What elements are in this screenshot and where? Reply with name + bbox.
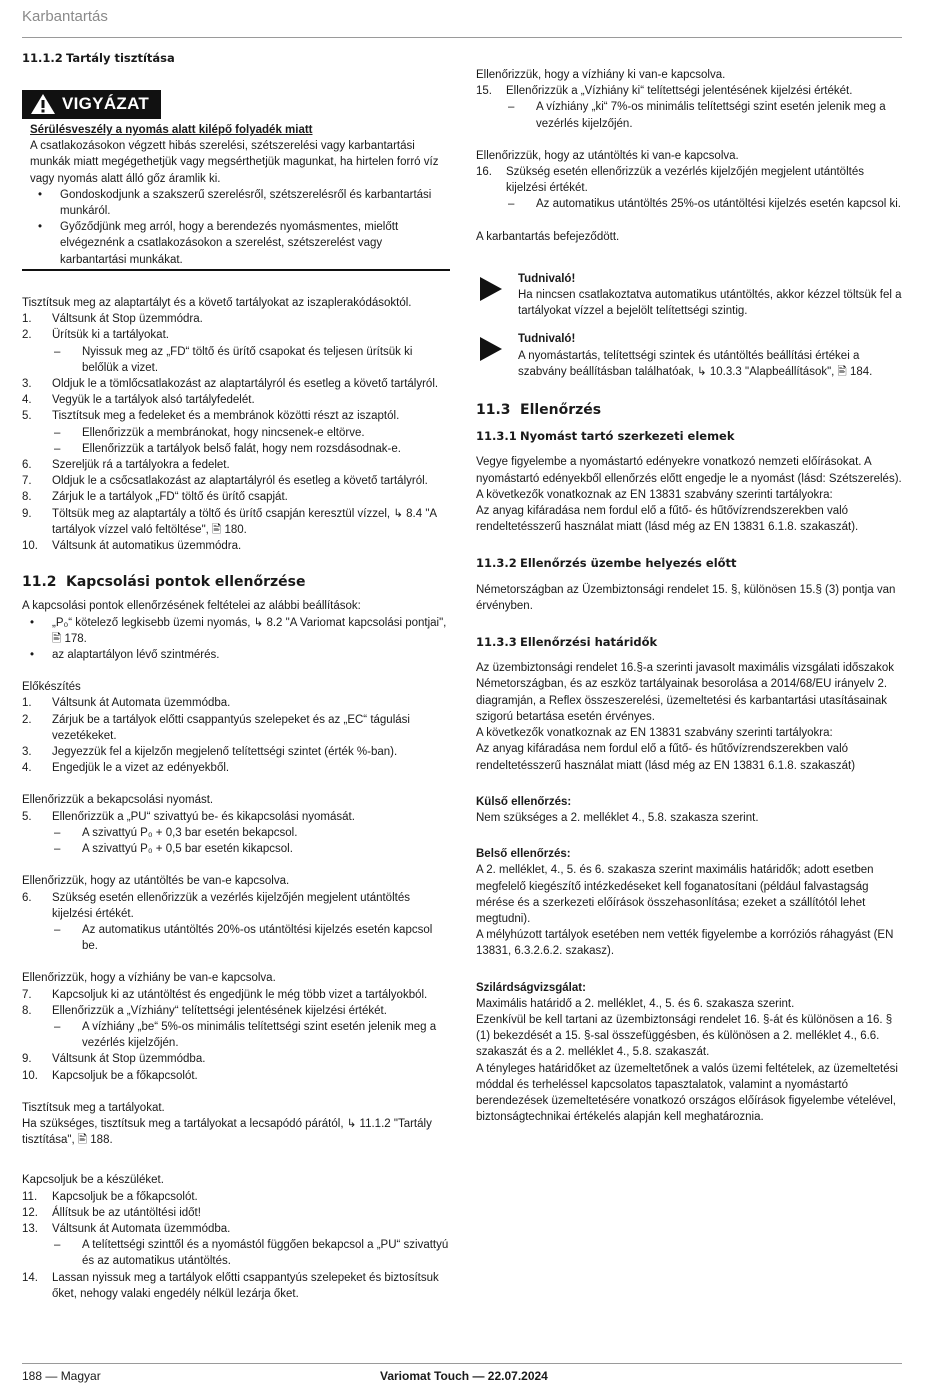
paragraph: Kapcsoljuk be a készüléket. bbox=[22, 1174, 164, 1187]
paragraph: Ellenőrizzük, hogy a vízhiány be van-e kapcsolva. bbox=[22, 972, 276, 985]
play-arrow-icon bbox=[480, 337, 502, 361]
left-body bbox=[22, 295, 450, 1302]
sub-heading-strength: Szilárdságvizsgálat: bbox=[476, 981, 586, 994]
sub-heading-external: Külső ellenőrzés: bbox=[476, 795, 572, 808]
list-item: 2. Ürítsük ki a tartályokat. bbox=[22, 329, 169, 342]
warning-text: A csatlakozásokon végzett hibás szerelési, szétszerelési vagy karbantartási munkák miatt megégethetjük vagy megsérthetjük magunkat, ha hirtelen forró víz vagy nyomás alatt álló gőz áramlik ki. bbox=[30, 140, 439, 185]
section-heading-1132: 11.3.2 Ellenőrzés üzembe helyezés előtt bbox=[476, 556, 737, 571]
paragraph: A tényleges határidőket az üzemeltetőnek a valós üzemi feltételek, az üzemeltetési móddal és terheléssel kapcsolatos tapasztalatok, valamint a nyomástartó berendezések üzemeltetésére vonatkozó országos előírások figyelembe vételével, biztonságtechnikai értékelés alapján kell meghatároznia. bbox=[476, 1062, 898, 1124]
paragraph: Vegye figyelembe a nyomástartó edényekre vonatkozó nemzeti előírásokat. A nyomástartó edényekből ellenőrzés előtt engedje le a nyomást (lásd: Szétszerelés). bbox=[476, 456, 902, 485]
warning-heading: Sérülésveszély a nyomás alatt kilépő folyadék miatt bbox=[30, 124, 313, 136]
list-item: 8. Zárjuk le a tartályok „FD“ töltő és ürítő csapját. bbox=[22, 491, 288, 504]
paragraph: Ha szükséges, tisztítsuk meg a tartályokat a lecsapódó párától, ↳ 11.1.2 "Tartály tisztítása", 🖹 188. bbox=[22, 1117, 432, 1147]
paragraph: Németországban az Üzembiztonsági rendelet 15. §, különösen 15.§ (3) pontja van érvényben. bbox=[476, 583, 896, 612]
warning-label: VIGYÁZAT bbox=[62, 94, 150, 113]
paragraph: A kapcsolási pontok ellenőrzésének feltételei az alábbi beállítások: bbox=[22, 600, 361, 613]
paragraph: Nem szükséges a 2. melléklet 4., 5.8. szakasza szerint. bbox=[476, 811, 759, 824]
list-item: 10. Kapcsoljuk be a főkapcsolót. bbox=[22, 1069, 198, 1082]
section-heading-1133: 11.3.3 Ellenőrzési határidők bbox=[476, 635, 658, 650]
note-text: A nyomástartás, telítettségi szintek és utántöltés beállítási értékei a szabvány beállításban találhatóak, ↳ 10.3.3 "Alapbeállítások", 🖹 184. bbox=[518, 349, 873, 378]
list-item: 7. Kapcsoljuk ki az utántöltést és engedjünk le még több vizet a tartályokból. bbox=[22, 988, 428, 1001]
list-item: 5. Ellenőrizzük a „PU“ szivattyú be- és kikapcsolási nyomását. bbox=[22, 810, 355, 823]
note-box bbox=[476, 331, 904, 380]
warning-rule bbox=[22, 269, 450, 271]
note-title: Tudnivaló! bbox=[518, 333, 576, 346]
paragraph: A következők vonatkoznak az EN 13831 szabvány szerinti tartályokra: bbox=[476, 727, 833, 740]
footer-rule bbox=[22, 1363, 902, 1364]
paragraph: Maximális határidő a 2. melléklet, 4., 5. és 6. szakasza szerint. bbox=[476, 997, 795, 1010]
section-heading-113: 11.3 Ellenőrzés bbox=[476, 402, 602, 419]
paragraph: Előkészítés bbox=[22, 681, 81, 694]
paragraph: Ellenőrizzük, hogy a vízhiány ki van-e kapcsolva. bbox=[476, 69, 726, 81]
list-item: 7. Oldjuk le a csőcsatlakozást az alaptartályról és esetleg a követő tartályról. bbox=[22, 475, 428, 488]
list-item: 10. Váltsunk át automatikus üzemmódra. bbox=[22, 540, 242, 553]
paragraph: A 2. melléklet, 4., 5. és 6. szakasza szerint maximális határidők; adott esetben megfelelő kiegészítő intézkedéseket kell foganatosítani (például falvastagság mérése és a szerkezeti előírások összehasonlítása; ezeket a szállítótól lehet megtudni). bbox=[476, 864, 874, 925]
sub-item: – A vízhiány „be“ 5%-os minimális telítettségi szint esetén jelenik meg a vezérlés kijelzőjén. bbox=[54, 1020, 437, 1050]
paragraph: A karbantartás befejeződött. bbox=[476, 230, 620, 243]
warning-badge bbox=[22, 90, 161, 119]
list-item: 3. Oldjuk le a tömlőcsatlakozást az alaptartályról és esetleg a követő tartályról. bbox=[22, 378, 439, 391]
list-item: 9. Töltsük meg az alaptartály a töltő és ürítő csapján keresztül vízzel, ↳ 8.4 "A tartályok vízzel való feltöltése", 🖹 180. bbox=[22, 507, 437, 536]
note-text: Ha nincsen csatlakoztatva automatikus utántöltés, akkor kézzel töltsük fel a tartályokat vízzel a bejelölt telítettségi szintig. bbox=[518, 289, 902, 318]
right-body bbox=[476, 67, 904, 1125]
list-item: 1. Váltsunk át Stop üzemmódra. bbox=[22, 313, 203, 326]
sub-item: – Az automatikus utántöltés 20%-os utántöltési kijelzés esetén kapcsol be. bbox=[54, 923, 433, 953]
list-item: 13. Váltsunk át Automata üzemmódba. bbox=[22, 1222, 231, 1235]
page-header: Karbantartás bbox=[22, 8, 108, 25]
list-item: 3. Jegyezzük fel a kijelzőn megjelenő telítettségi szintet (érték %-ban). bbox=[22, 746, 398, 759]
list-item: 5. Tisztítsuk meg a fedeleket és a membránok közötti részt az iszaptól. bbox=[22, 410, 400, 423]
list-item: 2. Zárjuk be a tartályok előtti csappantyús szelepeket és az „EC“ tágulási vezetékeket. bbox=[22, 713, 410, 742]
play-arrow-icon bbox=[480, 277, 502, 301]
footer-product: Variomat Touch — 22.07.2024 bbox=[380, 1369, 548, 1383]
sub-item: – Nyissuk meg az „FD“ töltő és ürítő csapokat és teljesen ürítsük ki belőlük a vizet. bbox=[54, 345, 413, 374]
list-item: 16. Szükség esetén ellenőrizzük a vezérlés kijelzőjén megjelent utántöltés kijelzési értékét. bbox=[476, 166, 864, 195]
footer-page: 188 — Magyar bbox=[22, 1369, 101, 1383]
list-item: 4. Engedjük le a vizet az edényekből. bbox=[22, 762, 230, 775]
sub-item: – Ellenőrizzük a membránokat, hogy nincsenek-e eltörve. bbox=[54, 426, 365, 439]
warning-bullet: • Gondoskodjunk a szakszerű szerelésről, szétszerelésről és karbantartási munkáról. bbox=[38, 188, 432, 218]
list-item: 8. Ellenőrizzük a „Vízhiány“ telítettségi jelentésének kijelzési értékét. bbox=[22, 1004, 387, 1017]
paragraph: Ellenőrizzük a bekapcsolási nyomást. bbox=[22, 794, 214, 807]
sub-item: – Az automatikus utántöltés 25%-os utántöltési kijelzés esetén kapcsol ki. bbox=[508, 198, 901, 211]
sub-item: – Ellenőrizzük a tartályok belső falát, hogy nem rozsdásodnak-e. bbox=[54, 442, 401, 455]
list-item: 15. Ellenőrizzük a „Vízhiány ki“ telítettségi jelentésének kijelzési értékét. bbox=[476, 85, 853, 98]
section-heading-1112: 11.1.2 Tartály tisztítása bbox=[22, 51, 175, 65]
sub-heading-internal: Belső ellenőrzés: bbox=[476, 848, 571, 861]
bullet-item: • „P₀“ kötelező legkisebb üzemi nyomás, ↳ 8.2 "A Variomat kapcsolási pontjai", 🖹 178. bbox=[30, 616, 447, 645]
sub-item: – A szivattyú P₀ + 0,5 bar esetén kikapcsol. bbox=[54, 843, 293, 856]
note-title: Tudnivaló! bbox=[518, 272, 576, 285]
paragraph: A következők vonatkoznak az EN 13831 szabvány szerinti tartályokra: bbox=[476, 488, 833, 501]
sub-item: – A telítettségi szinttől és a nyomástól függően bekapcsol a „PU“ szivattyú és az automatikus utántöltés. bbox=[54, 1239, 449, 1268]
bullet-item: • az alaptartályon lévő szintmérés. bbox=[30, 649, 220, 662]
list-item: 12. Állítsuk be az utántöltési időt! bbox=[22, 1206, 201, 1219]
list-item: 11. Kapcsoljuk be a főkapcsolót. bbox=[22, 1190, 198, 1203]
list-item: 1. Váltsunk át Automata üzemmódba. bbox=[22, 697, 231, 710]
warning-box bbox=[30, 122, 442, 268]
header-rule bbox=[22, 37, 902, 38]
section-heading-112: 11.2 Kapcsolási pontok ellenőrzése bbox=[22, 574, 306, 591]
list-item: 4. Vegyük le a tartályok alsó tartályfedelét. bbox=[22, 394, 255, 407]
paragraph: Tisztítsuk meg az alaptartályt és a követő tartályokat az iszaplerakódásoktól. bbox=[22, 297, 412, 309]
list-item: 6. Szereljük rá a tartályokra a fedelet. bbox=[22, 459, 230, 472]
paragraph: Az anyag kifáradása nem fordul elő a fűtő- és hűtővízrendszerekben való rendeltetésszerű használat miatt (lásd még az EN 13831 6.1.8. szakaszát) bbox=[476, 743, 856, 772]
warning-bullet: • Győződjünk meg arról, hogy a berendezés nyomásmentes, mielőtt elvégeznénk a csatlakozásokon a szerelést, szétszerelést vagy karbantartási munkákat. bbox=[38, 221, 399, 266]
sub-item: – A vízhiány „ki“ 7%-os minimális telítettségi szint esetén jelenik meg a vezérlés kijelzőjén. bbox=[508, 101, 886, 130]
sub-item: – A szivattyú P₀ + 0,3 bar esetén bekapcsol. bbox=[54, 826, 298, 839]
section-heading-1131: 11.3.1 Nyomást tartó szerkezeti elemek bbox=[476, 429, 735, 444]
list-item: 9. Váltsunk át Stop üzemmódba. bbox=[22, 1053, 206, 1066]
list-item: 14. Lassan nyissuk meg a tartályok előtti csappantyús szelepeket és biztosítsuk őket, nehogy valaki engedély nélkül lezárja őket. bbox=[22, 1271, 439, 1300]
paragraph: Ellenőrizzük, hogy az utántöltés ki van-e kapcsolva. bbox=[476, 149, 739, 162]
list-item: 6. Szükség esetén ellenőrizzük a vezérlés kijelzőjén megjelent utántöltés kijelzési értékét. bbox=[22, 891, 410, 920]
paragraph: Az üzembiztonsági rendelet 16.§-a szerinti javasolt maximális vizsgálati időszakok Németországban, és az eszköz tartályainak besorolása a 2014/68/EU irányelv 2. diagramján, a Reflex összeszerelési, üzemeltetési és karbantartási utasításainak szigorú betartása esetén érvényes. bbox=[476, 662, 895, 723]
warning-triangle-icon bbox=[30, 93, 56, 115]
paragraph: Ezenkívül be kell tartani az üzembiztonsági rendelet 16. §-át és különösen a 16. § (1) bekezdését a 15. §-sal összefüggésben, és különösen a 2. melléklet 4., 6.6. szakaszát és a 2. melléklet 4., 5.8. szakaszát. bbox=[476, 1013, 893, 1059]
paragraph: Tisztítsuk meg a tartályokat. bbox=[22, 1101, 165, 1114]
paragraph: Ellenőrizzük, hogy az utántöltés be van-e kapcsolva. bbox=[22, 875, 290, 888]
paragraph: A mélyhúzott tartályok esetében nem vették figyelembe a korróziós ráhagyást (EN 13831, 6.3.2.6.2. szakasz). bbox=[476, 929, 894, 958]
paragraph: Az anyag kifáradása nem fordul elő a fűtő- és hűtővízrendszerekben való rendeltetésszerű használat miatt (lásd még az EN 13831 6.1.8. szakaszát). bbox=[476, 505, 859, 534]
note-box bbox=[476, 271, 904, 320]
